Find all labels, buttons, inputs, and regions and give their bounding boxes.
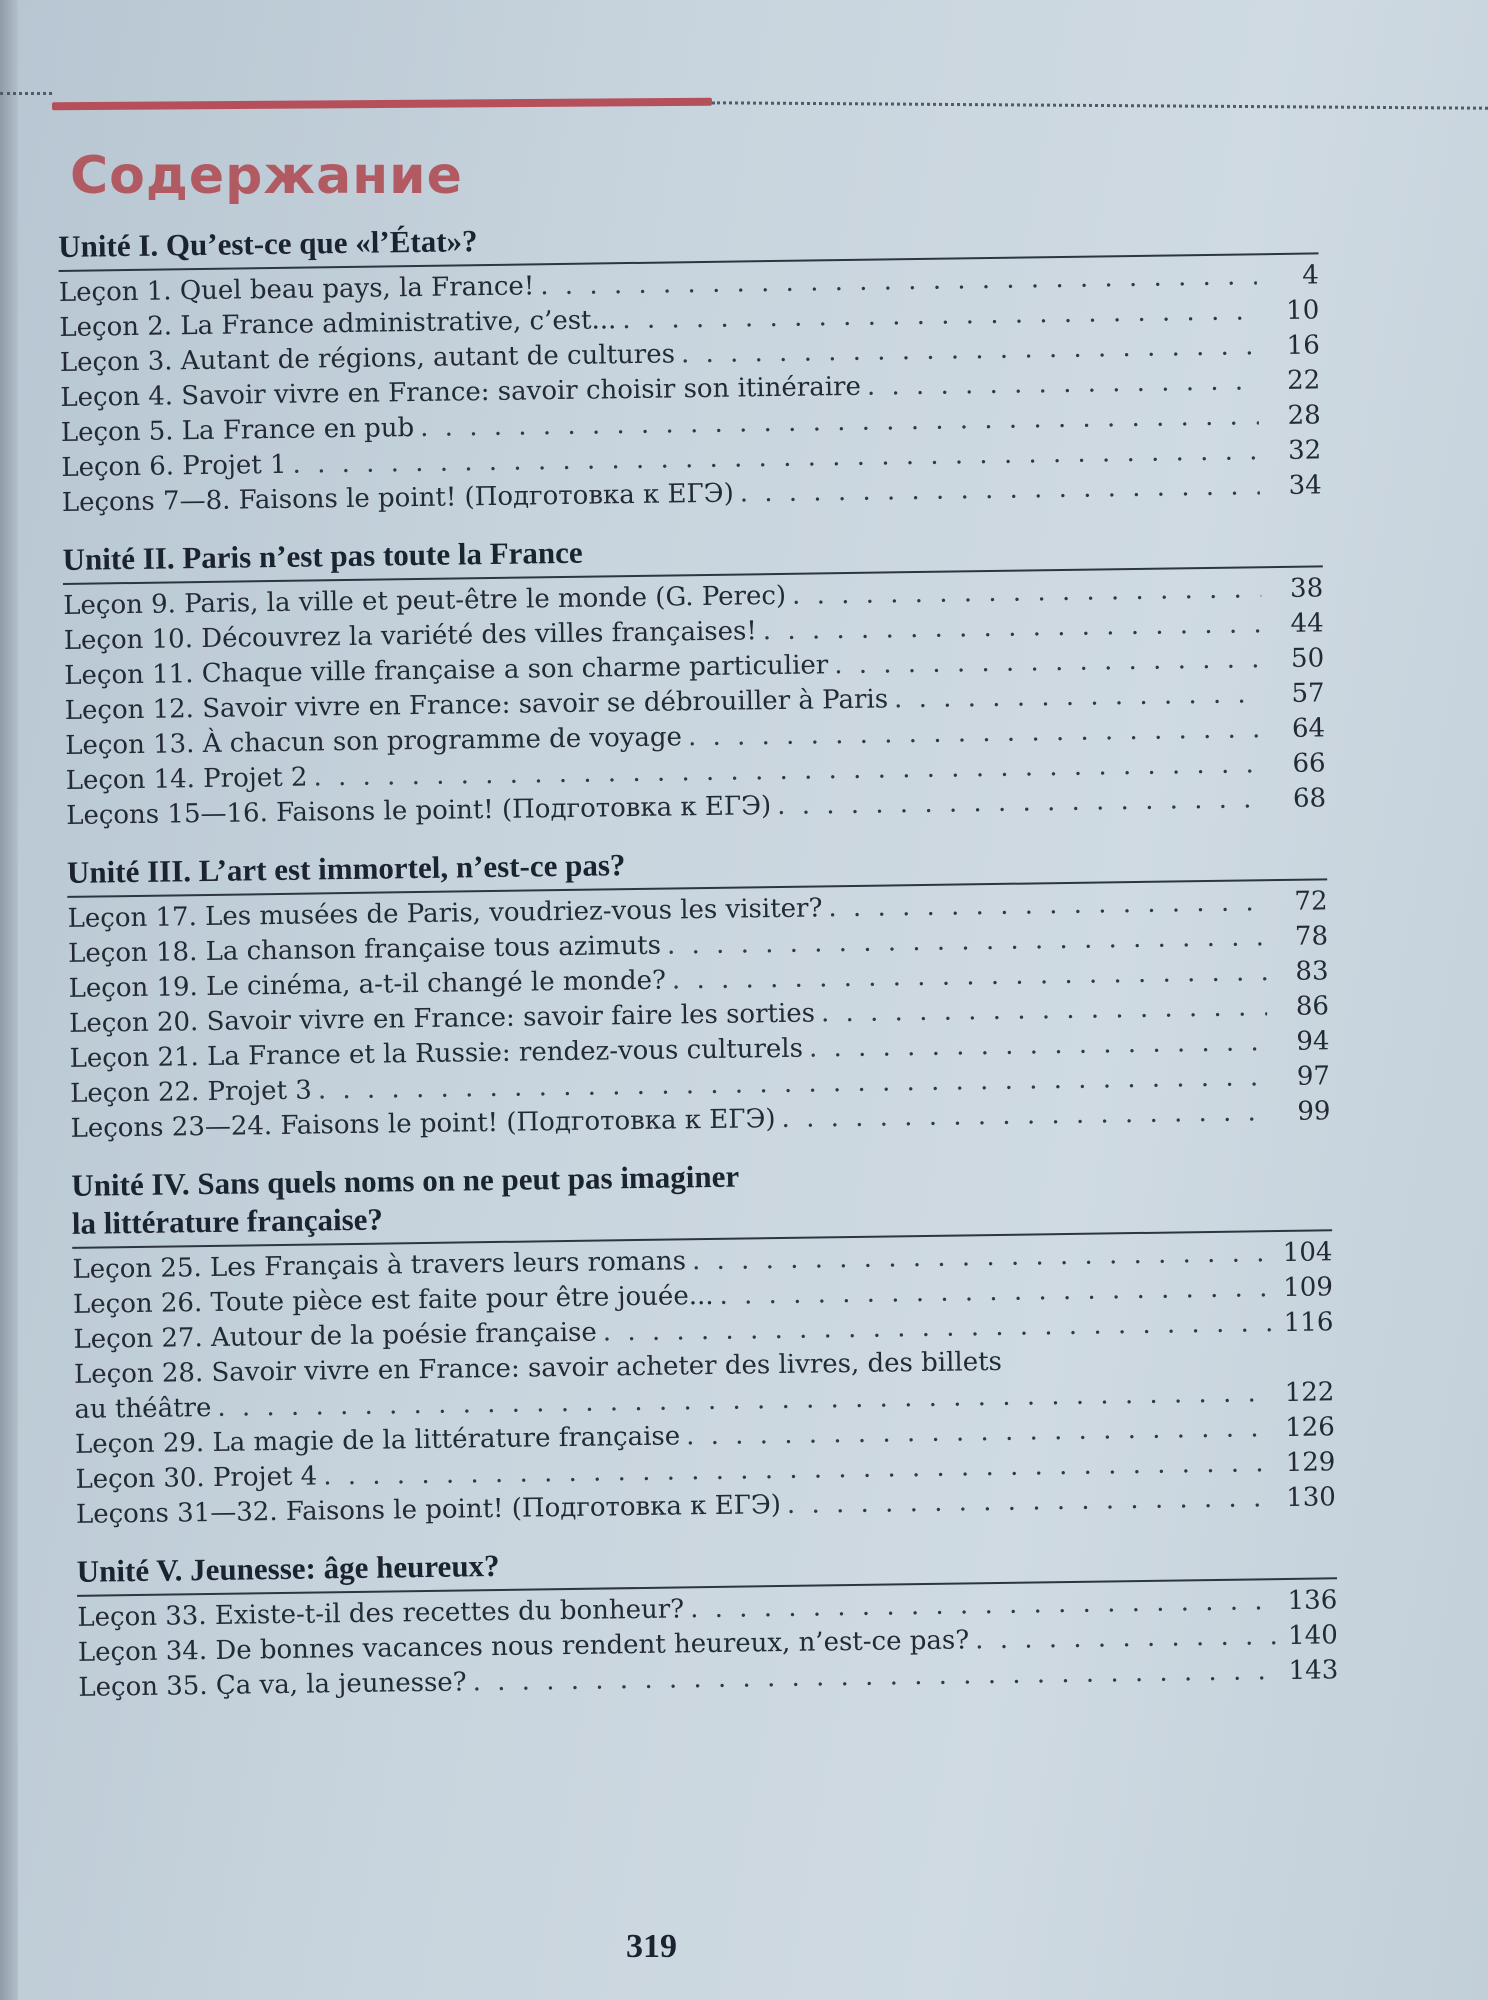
unit-title-line-2: la littérature française? — [71, 1201, 384, 1241]
unit-1 — [58, 210, 1322, 521]
page-number: 319 — [626, 1928, 677, 1965]
lesson-label: Leçon 11. Chaque ville française a son charme particulier — [64, 650, 829, 691]
lesson-label: Leçon 27. Autour de la poésie française — [73, 1317, 598, 1355]
lesson-label: Leçons 7—8. Faisons le point! (Подготовка к ЕГЭ) — [61, 478, 734, 518]
page-ref: 130 — [1286, 1482, 1337, 1513]
unit-5 — [76, 1535, 1338, 1706]
lesson-label: Leçon 4. Savoir vivre en France: savoir choisir son itinéraire — [60, 371, 862, 413]
page-ref: 22 — [1286, 365, 1321, 396]
lesson-label: Leçon 2. La France administrative, c’est... — [59, 305, 617, 343]
page-ref: 44 — [1290, 608, 1324, 639]
page-ref: 78 — [1294, 921, 1329, 952]
dot-leader — [771, 782, 1264, 824]
lesson-label: Leçon 6. Projet 1 — [61, 449, 287, 483]
dot-leader — [781, 1481, 1274, 1523]
page-ref: 50 — [1290, 643, 1325, 674]
lesson-label: Leçon 26. Toute pièce est faite pour être jouée... — [72, 1280, 714, 1320]
page-ref: 34 — [1288, 470, 1322, 501]
unit-title: Unité I. Qu’est-ce que «l’État»? — [58, 210, 1318, 272]
page-ref: 97 — [1296, 1061, 1331, 1092]
page-ref: 28 — [1287, 400, 1321, 431]
lesson-label: Leçon 19. Le cinéma, a-t-il changé le monde? — [68, 965, 667, 1004]
lesson-label: Leçons 23—24. Faisons le point! (Подготовка к ЕГЭ) — [70, 1104, 776, 1144]
lesson-label: Leçon 3. Autant de régions, autant de cultures — [59, 339, 676, 378]
lesson-label: Leçon 12. Savoir vivre en France: savoir se débrouiller à Paris — [64, 684, 889, 726]
lesson-label: Leçon 25. Les Français à travers leurs romans — [72, 1246, 687, 1285]
lesson-label: Leçons 31—32. Faisons le point! (Подготовка к ЕГЭ) — [75, 1490, 782, 1530]
lesson-label: Leçon 34. De bonnes vacances nous rendent heureux, n’est-ce pas? — [77, 1625, 970, 1668]
lesson-label: Leçon 22. Projet 3 — [69, 1075, 313, 1109]
lesson-label: Leçon 13. À chacun son programme de voyage — [65, 722, 683, 761]
page-ref: 64 — [1291, 713, 1326, 744]
page-ref: 72 — [1294, 886, 1328, 917]
lesson-label: Leçon 20. Savoir vivre en France: savoir faire les sorties — [68, 998, 816, 1039]
page-ref: 68 — [1292, 783, 1327, 814]
dot-leader — [733, 469, 1259, 511]
page-ref: 140 — [1287, 1620, 1338, 1651]
page-ref: 136 — [1287, 1585, 1338, 1616]
top-dotted-rule — [712, 101, 1488, 109]
page-ref: 66 — [1292, 748, 1326, 779]
lesson-label: Leçon 14. Projet 2 — [65, 762, 308, 796]
lesson-label: Leçon 35. Ça va, la jeunesse? — [78, 1667, 467, 1703]
page-ref: 83 — [1295, 956, 1329, 987]
page-ref: 57 — [1291, 678, 1325, 709]
lesson-label: Leçons 15—16. Faisons le point! (Подготовка к ЕГЭ) — [66, 791, 772, 831]
page-ref: 38 — [1289, 573, 1324, 604]
dot-leader — [775, 1095, 1268, 1137]
table-of-contents — [58, 210, 1339, 1725]
page-ref: 109 — [1283, 1272, 1334, 1303]
lesson-label: Leçon 17. Les musées de Paris, voudriez-vous les visiter? — [67, 893, 823, 934]
lesson-label: Leçon 1. Quel beau pays, la France! — [58, 271, 535, 308]
lesson-label: Leçon 5. La France en pub — [60, 413, 415, 448]
page-ref: 16 — [1286, 330, 1320, 361]
page-ref: 94 — [1296, 1026, 1330, 1057]
unit-4 — [71, 1149, 1336, 1533]
lesson-label: Leçon 29. La magie de la littérature française — [74, 1421, 681, 1460]
lesson-label: Leçon 33. Existe-t-il des recettes du bonheur? — [77, 1594, 685, 1633]
lesson-label: Leçon 9. Paris, la ville et peut-être le monde (G. Perec) — [63, 580, 787, 621]
lesson-label: Leçon 10. Découvrez la variété des villes françaises! — [63, 616, 758, 656]
page-ref: 129 — [1285, 1447, 1336, 1478]
page-ref: 86 — [1295, 991, 1330, 1022]
unit-title: Unité V. Jeunesse: âge heureux? — [76, 1535, 1336, 1597]
page-ref: 99 — [1297, 1096, 1331, 1127]
page-title: Содержание — [70, 146, 463, 206]
page-ref: 116 — [1283, 1307, 1334, 1338]
unit-3 — [67, 836, 1331, 1147]
lesson-label-line-2: au théâtre — [74, 1392, 212, 1425]
page-ref: 122 — [1284, 1377, 1335, 1408]
lesson-label-line-1: Leçon 28. Savoir vivre en France: savoir acheter des livres, des billets — [73, 1346, 1003, 1390]
page-ref: 126 — [1285, 1412, 1336, 1443]
page-ref: 143 — [1288, 1655, 1339, 1686]
unit-title — [71, 1149, 1332, 1249]
unit-2 — [62, 523, 1326, 834]
page-ref: 32 — [1287, 435, 1322, 466]
lesson-label: Leçon 30. Projet 4 — [75, 1461, 318, 1495]
lesson-label: Leçon 18. La chanson française tous azimuts — [67, 930, 662, 969]
dot-leader — [969, 1619, 1276, 1658]
top-left-dotted-rule — [0, 92, 52, 95]
dot-leader — [888, 677, 1263, 717]
unit-title-line-1: Unité IV. Sans quels noms on ne peut pas imaginer — [71, 1158, 740, 1203]
page-ref: 4 — [1302, 260, 1319, 291]
page-ref: 10 — [1285, 295, 1320, 326]
unit-title: Unité III. L’art est immortel, n’est-ce pas? — [67, 836, 1327, 898]
lesson-label: Leçon 21. La France et la Russie: rendez-vous culturels — [69, 1033, 804, 1074]
top-red-rule — [52, 98, 712, 111]
binding-shadow — [0, 0, 18, 2000]
dot-leader — [861, 364, 1259, 405]
page-ref: 104 — [1282, 1237, 1333, 1268]
unit-title: Unité II. Paris n’est pas toute la France — [62, 523, 1322, 585]
